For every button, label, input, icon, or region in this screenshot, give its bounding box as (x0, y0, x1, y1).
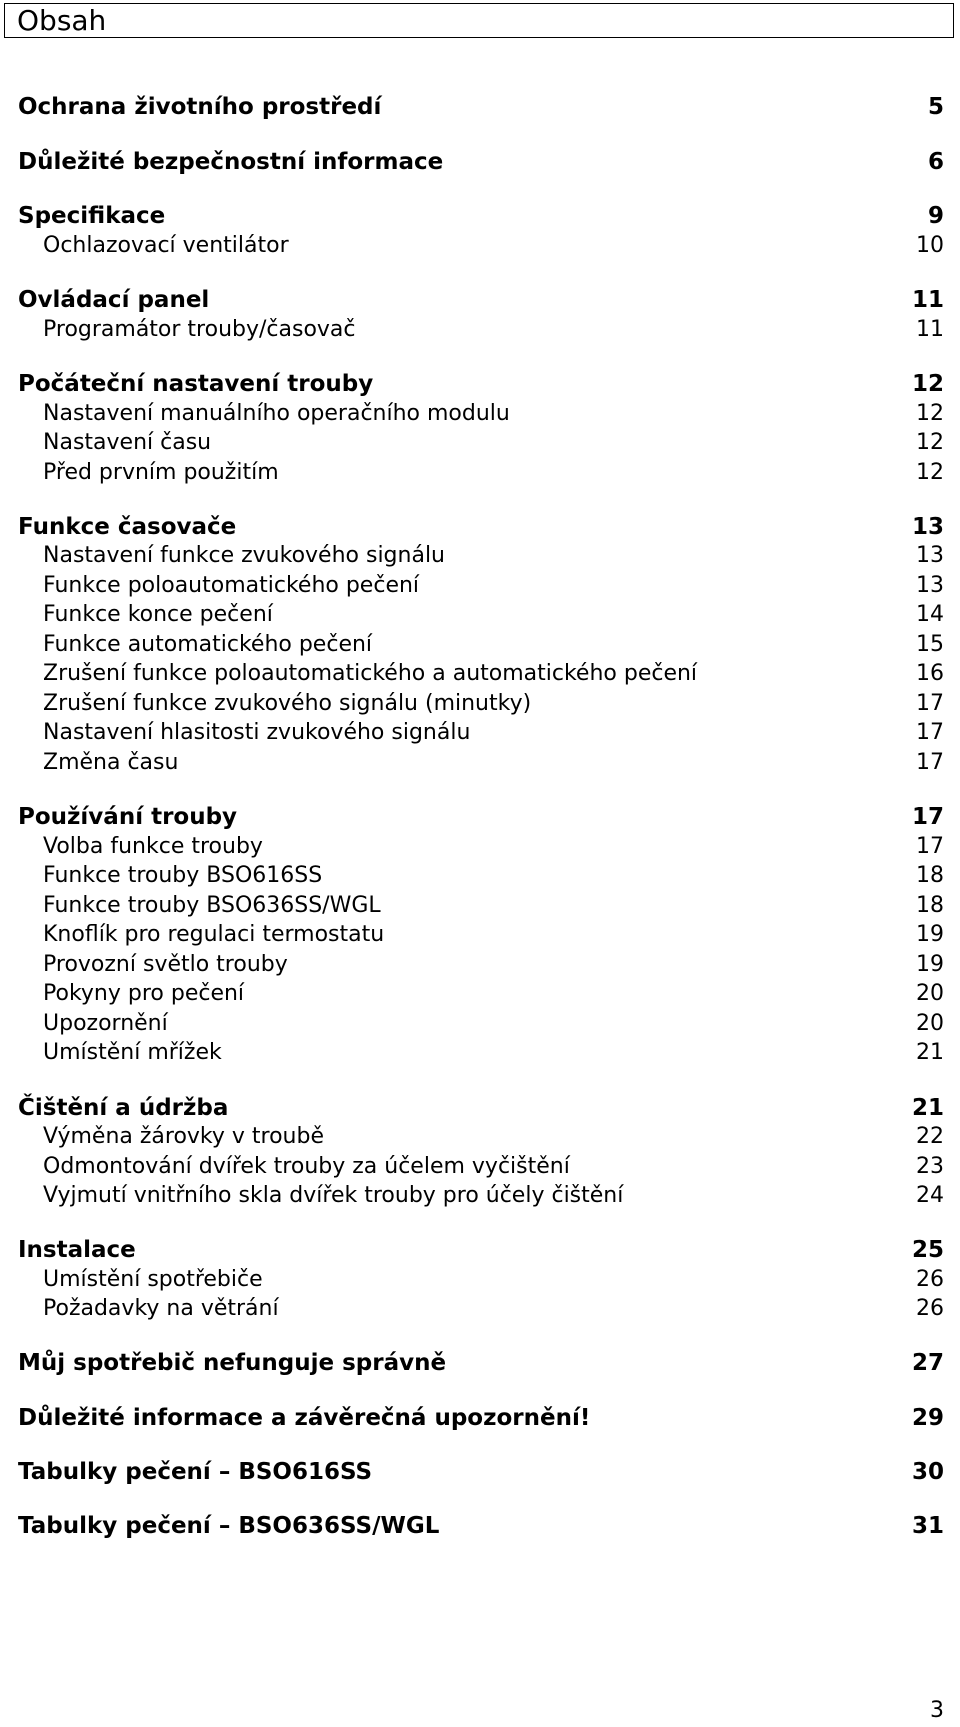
toc-entry-label: Nastavení funkce zvukového signálu (43, 543, 446, 568)
toc-entry-label: Důležité informace a závěrečná upozornění! (18, 1405, 591, 1431)
toc-entry-page: 17 (916, 750, 944, 775)
toc-subsection-entry[interactable] (0, 891, 960, 921)
toc-subsection-entry[interactable] (0, 571, 960, 601)
toc-entry-page: 15 (916, 632, 944, 657)
toc-entry-page: 18 (916, 893, 944, 918)
toc-entry-page: 6 (927, 149, 944, 175)
toc-entry-label: Nastavení hlasitosti zvukového signálu (43, 720, 471, 745)
toc-section-entry[interactable] (0, 802, 960, 832)
toc-entry-label: Volba funkce trouby (43, 834, 263, 859)
toc-entry-page: 12 (916, 460, 944, 485)
toc-subsection-entry[interactable] (0, 1294, 960, 1324)
toc-subsection-entry[interactable] (0, 1265, 960, 1295)
toc-section-entry[interactable] (0, 201, 960, 231)
toc-subsection-entry[interactable] (0, 861, 960, 891)
toc-entry-label: Zrušení funkce poloautomatického a automatického pečení (43, 661, 698, 686)
toc-section-entry[interactable] (0, 1348, 960, 1378)
toc-entry-page: 24 (916, 1183, 944, 1208)
toc-entry-label: Tabulky pečení – BSO616SS (18, 1459, 373, 1485)
toc-entry-page: 10 (916, 233, 944, 258)
toc-subsection-entry[interactable] (0, 399, 960, 429)
toc-entry-label: Funkce automatického pečení (43, 632, 373, 657)
toc-subsection-entry[interactable] (0, 748, 960, 778)
toc-entry-label: Umístění mřížek (43, 1040, 222, 1065)
toc-subsection-entry[interactable] (0, 231, 960, 261)
toc-entry-page: 25 (911, 1237, 944, 1263)
toc-entry-page: 19 (916, 952, 944, 977)
toc-subsection-entry[interactable] (0, 950, 960, 980)
toc-subsection-entry[interactable] (0, 600, 960, 630)
toc-section-entry[interactable] (0, 1403, 960, 1433)
toc-section-entry[interactable] (0, 285, 960, 315)
toc-section-entry[interactable] (0, 369, 960, 399)
toc-entry-label: Funkce poloautomatického pečení (43, 573, 420, 598)
toc-entry-page: 17 (916, 834, 944, 859)
toc-subsection-entry[interactable] (0, 541, 960, 571)
toc-entry-label: Můj spotřebič nefunguje správně (18, 1350, 447, 1376)
toc-entry-label: Instalace (18, 1237, 136, 1263)
toc-subsection-entry[interactable] (0, 1181, 960, 1211)
toc-entry-page: 17 (916, 720, 944, 745)
toc-entry-page: 14 (916, 602, 944, 627)
toc-entry-label: Provozní světlo trouby (43, 952, 288, 977)
toc-entry-label: Odmontování dvířek trouby za účelem vyčištění (43, 1154, 570, 1179)
toc-entry-label: Před prvním použitím (43, 460, 279, 485)
toc-entry-page: 20 (916, 981, 944, 1006)
toc-entry-page: 11 (911, 287, 944, 313)
toc-entry-label: Používání trouby (18, 804, 238, 830)
toc-entry-label: Upozornění (43, 1011, 168, 1036)
toc-entry-page: 26 (916, 1296, 944, 1321)
toc-entry-label: Funkce časovače (18, 514, 237, 540)
toc-subsection-entry[interactable] (0, 979, 960, 1009)
toc-entry-label: Funkce trouby BSO636SS/WGL (43, 893, 381, 918)
toc-entry-page: 12 (916, 430, 944, 455)
toc-section-entry[interactable] (0, 147, 960, 177)
toc-subsection-entry[interactable] (0, 1152, 960, 1182)
toc-subsection-entry[interactable] (0, 832, 960, 862)
toc-entry-page: 21 (911, 1095, 944, 1121)
toc-entry-page: 31 (911, 1513, 944, 1539)
toc-entry-label: Změna času (43, 750, 179, 775)
toc-entry-label: Výměna žárovky v troubě (43, 1124, 325, 1149)
toc-section-entry[interactable] (0, 1235, 960, 1265)
toc-subsection-entry[interactable] (0, 718, 960, 748)
toc-subsection-entry[interactable] (0, 428, 960, 458)
toc-entry-label: Vyjmutí vnitřního skla dvířek trouby pro účely čištění (43, 1183, 624, 1208)
toc-entry-label: Funkce konce pečení (43, 602, 273, 627)
toc-entry-page: 13 (916, 573, 944, 598)
toc-subsection-entry[interactable] (0, 689, 960, 719)
toc-entry-label: Ochlazovací ventilátor (43, 233, 289, 258)
toc-entry-page: 20 (916, 1011, 944, 1036)
toc-entry-label: Ochrana životního prostředí (18, 94, 382, 120)
toc-entry-label: Ovládací panel (18, 287, 210, 313)
toc-entry-label: Pokyny pro pečení (43, 981, 245, 1006)
toc-entry-page: 29 (911, 1405, 944, 1431)
toc-entry-label: Nastavení manuálního operačního modulu (43, 401, 510, 426)
toc-entry-page: 12 (916, 401, 944, 426)
toc-section-entry[interactable] (0, 1511, 960, 1541)
toc-entry-page: 11 (916, 317, 944, 342)
toc-entry-page: 19 (916, 922, 944, 947)
toc-entry-page: 9 (927, 203, 944, 229)
toc-entry-page: 17 (916, 691, 944, 716)
toc-entry-page: 18 (916, 863, 944, 888)
toc-entry-page: 30 (911, 1459, 944, 1485)
toc-entry-page: 5 (927, 94, 944, 120)
toc-subsection-entry[interactable] (0, 920, 960, 950)
toc-subsection-entry[interactable] (0, 315, 960, 345)
toc-entry-label: Zrušení funkce zvukového signálu (minutky) (43, 691, 532, 716)
toc-entry-label: Nastavení času (43, 430, 212, 455)
toc-subsection-entry[interactable] (0, 1009, 960, 1039)
toc-section-entry[interactable] (0, 92, 960, 122)
toc-entry-page: 17 (911, 804, 944, 830)
toc-entry-page: 22 (916, 1124, 944, 1149)
toc-section-entry[interactable] (0, 1093, 960, 1123)
toc-subsection-entry[interactable] (0, 1122, 960, 1152)
page-number: 3 (930, 1698, 944, 1723)
toc-entry-page: 21 (916, 1040, 944, 1065)
toc-section-entry[interactable] (0, 512, 960, 542)
toc-entry-label: Umístění spotřebiče (43, 1267, 263, 1292)
toc-entry-page: 16 (916, 661, 944, 686)
toc-entry-label: Počáteční nastavení trouby (18, 371, 374, 397)
toc-subsection-entry[interactable] (0, 659, 960, 689)
toc-entry-page: 27 (911, 1350, 944, 1376)
toc-entry-page: 26 (916, 1267, 944, 1292)
toc-entry-page: 13 (911, 514, 944, 540)
toc-entry-label: Funkce trouby BSO616SS (43, 863, 323, 888)
toc-entry-label: Specifikace (18, 203, 166, 229)
toc-subsection-entry[interactable] (0, 1038, 960, 1068)
toc-entry-label: Důležité bezpečnostní informace (18, 149, 444, 175)
toc-entry-page: 12 (911, 371, 944, 397)
toc-entry-page: 23 (916, 1154, 944, 1179)
toc-entry-label: Tabulky pečení – BSO636SS/WGL (18, 1513, 440, 1539)
toc-entry-label: Čištění a údržba (18, 1095, 229, 1121)
toc-entry-label: Požadavky na větrání (43, 1296, 279, 1321)
toc-entry-label: Knoflík pro regulaci termostatu (43, 922, 385, 947)
toc-subsection-entry[interactable] (0, 630, 960, 660)
page-title: Obsah (17, 4, 107, 37)
toc-subsection-entry[interactable] (0, 458, 960, 488)
toc-entry-label: Programátor trouby/časovač (43, 317, 356, 342)
toc-section-entry[interactable] (0, 1457, 960, 1487)
toc-header-box (4, 3, 954, 38)
toc-entry-page: 13 (916, 543, 944, 568)
